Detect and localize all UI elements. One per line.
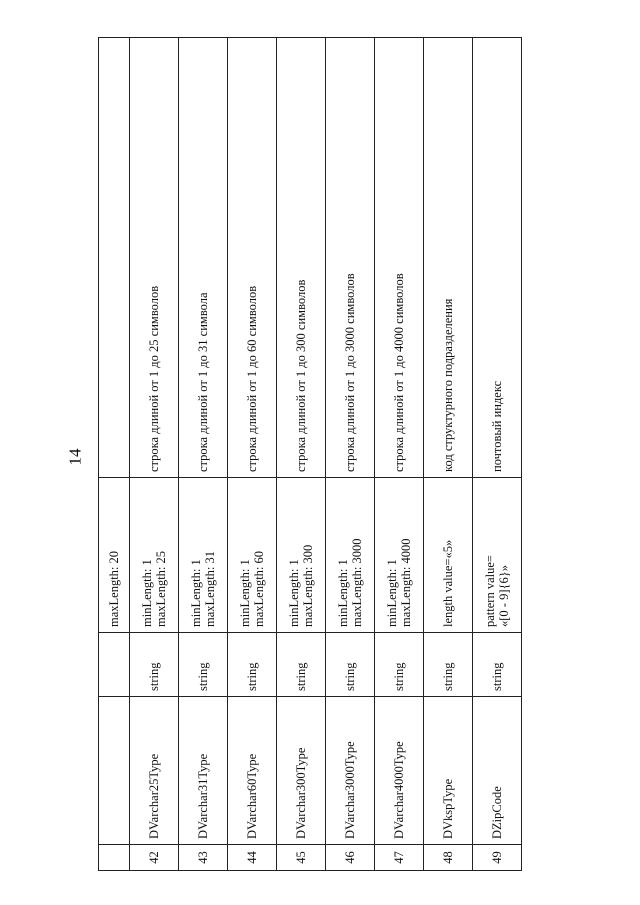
cell-num: 43 bbox=[179, 845, 228, 871]
restriction-line: maxLength: 31 bbox=[203, 550, 217, 627]
cell-type-name: DVkspType bbox=[424, 697, 473, 845]
table-row bbox=[130, 38, 179, 871]
restriction-line: «[0 - 9]{6}» bbox=[497, 565, 511, 627]
cell-restriction bbox=[375, 478, 424, 633]
cell-num: 46 bbox=[326, 845, 375, 871]
restriction-line: minLength: 1 bbox=[384, 559, 399, 627]
table-row bbox=[375, 38, 424, 871]
cell-base-type: string bbox=[375, 633, 424, 697]
cell-description: почтовый индекс bbox=[473, 38, 522, 478]
cell-type-name: DZipCode bbox=[473, 697, 522, 845]
cell-type-name: DVarchar3000Type bbox=[326, 697, 375, 845]
restriction-line: maxLength: 3000 bbox=[350, 538, 364, 627]
restriction-line: length value=«5» bbox=[440, 539, 455, 627]
cell-description: строка длиной от 1 до 3000 символов bbox=[326, 38, 375, 478]
cell-type-name: DVarchar25Type bbox=[130, 697, 179, 845]
cell-description: строка длиной от 1 до 31 символа bbox=[179, 38, 228, 478]
cell-base-type: string bbox=[473, 633, 522, 697]
restriction-line: minLength: 1 bbox=[335, 559, 350, 627]
cell-type-name: DVarchar60Type bbox=[228, 697, 277, 845]
restriction-line: minLength: 1 bbox=[237, 559, 252, 627]
type-spec-table bbox=[98, 37, 522, 871]
table-body bbox=[99, 38, 522, 871]
cell-description: строка длиной от 1 до 300 символов bbox=[277, 38, 326, 478]
restriction-line: pattern value= bbox=[482, 555, 497, 627]
cell-base-type: string bbox=[277, 633, 326, 697]
cell-type-name: DVarchar4000Type bbox=[375, 697, 424, 845]
cell-restriction bbox=[99, 478, 130, 633]
cell-restriction bbox=[277, 478, 326, 633]
cell-type-name bbox=[99, 697, 130, 845]
cell-type-name: DVarchar31Type bbox=[179, 697, 228, 845]
restriction-line: maxLength: 25 bbox=[154, 550, 168, 627]
cell-description: строка длиной от 1 до 60 символов bbox=[228, 38, 277, 478]
table-row bbox=[228, 38, 277, 871]
cell-base-type bbox=[99, 633, 130, 697]
cell-num: 44 bbox=[228, 845, 277, 871]
table-row bbox=[473, 38, 522, 871]
cell-base-type: string bbox=[228, 633, 277, 697]
restriction-line: minLength: 1 bbox=[286, 559, 301, 627]
restriction-line: maxLength: 20 bbox=[106, 550, 121, 627]
cell-restriction bbox=[424, 478, 473, 633]
table-row-continuation bbox=[99, 38, 130, 871]
type-spec-table-area bbox=[98, 38, 511, 871]
restriction-line: minLength: 1 bbox=[139, 559, 154, 627]
page-number bbox=[65, 440, 85, 474]
rotated-table-container bbox=[98, 38, 511, 871]
table-row bbox=[326, 38, 375, 871]
cell-base-type: string bbox=[424, 633, 473, 697]
cell-base-type: string bbox=[326, 633, 375, 697]
cell-restriction bbox=[130, 478, 179, 633]
table-row bbox=[179, 38, 228, 871]
cell-restriction bbox=[326, 478, 375, 633]
page-number-text: 14 bbox=[65, 448, 84, 466]
cell-base-type: string bbox=[179, 633, 228, 697]
table-row bbox=[424, 38, 473, 871]
cell-num: 42 bbox=[130, 845, 179, 871]
cell-num: 45 bbox=[277, 845, 326, 871]
cell-description bbox=[99, 38, 130, 478]
cell-restriction bbox=[473, 478, 522, 633]
cell-base-type: string bbox=[130, 633, 179, 697]
cell-restriction bbox=[179, 478, 228, 633]
cell-num: 48 bbox=[424, 845, 473, 871]
restriction-line: maxLength: 4000 bbox=[399, 538, 413, 627]
table-row bbox=[277, 38, 326, 871]
restriction-line: maxLength: 60 bbox=[252, 550, 266, 627]
cell-num bbox=[99, 845, 130, 871]
cell-restriction bbox=[228, 478, 277, 633]
cell-description: код структурного подразделения bbox=[424, 38, 473, 478]
cell-type-name: DVarchar300Type bbox=[277, 697, 326, 845]
cell-num: 49 bbox=[473, 845, 522, 871]
cell-description: строка длиной от 1 до 25 символов bbox=[130, 38, 179, 478]
restriction-line: minLength: 1 bbox=[188, 559, 203, 627]
restriction-line: maxLength: 300 bbox=[301, 544, 315, 627]
cell-description: строка длиной от 1 до 4000 символов bbox=[375, 38, 424, 478]
cell-num: 47 bbox=[375, 845, 424, 871]
